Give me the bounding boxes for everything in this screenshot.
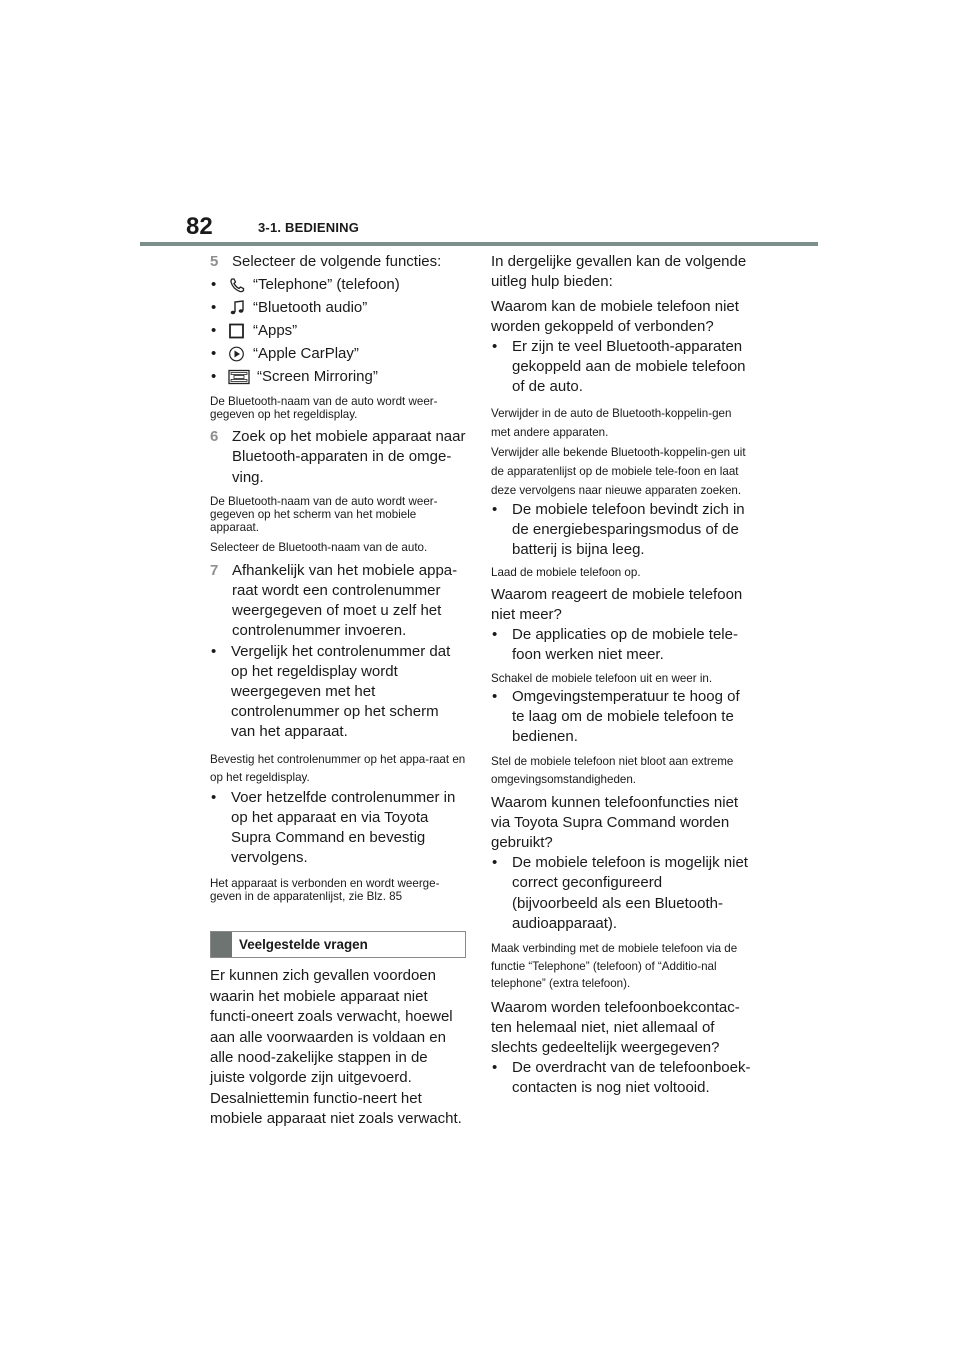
apps-square-icon [228, 323, 246, 339]
answer-note: Stel de mobiele telefoon niet bloot aan extreme omgevingsomstandigheden. [491, 755, 734, 787]
bullet-text: De overdracht van de telefoonboek-contacten is nog niet voltooid. [512, 1058, 751, 1096]
question: Waarom reageert de mobiele telefoon niet meer? [491, 586, 743, 624]
page-number: 82 [186, 213, 213, 240]
function-label: “Apps” [253, 322, 298, 340]
note: Selecteer de Bluetooth-naam van de auto. [210, 540, 428, 554]
faq-intro: Er kunnen zich gevallen voordoen waarin het mobiele apparaat niet functi-oneert zoals verwacht, hoewel aan alle voorwaarden is voldaan en alle nood-zakelijke stappen in de juiste volgorde zijn uitgevoerd. Desalniettemin functio-neert het mobiele apparaat niet zoals verwacht. [210, 967, 462, 1128]
step-text: Zoek op het mobiele apparaat naar Bluetooth-apparaten in de omge-ving. [232, 428, 466, 486]
step-5 [210, 252, 466, 272]
left-column [210, 252, 466, 1130]
function-label: “Telephone” (telefoon) [253, 276, 400, 294]
section-marker [211, 932, 232, 957]
answer-note: Verwijder in de auto de Bluetooth-koppelin-gen met andere apparaten. [491, 406, 732, 439]
bullet-text: Voer hetzelfde controlenummer in op het apparaat en via Toyota Supra Command en bevestig vervolgens. [231, 788, 456, 867]
answer-bullet: • De mobiele telefoon is mogelijk niet correct geconfigureerd (bijvoorbeeld als een Bluetooth-audioapparaat). [491, 853, 751, 934]
bullet-item: • Voer hetzelfde controlenummer in op het apparaat en via Toyota Supra Command en bevestig vervolgens. [210, 788, 466, 869]
step-number: 5 [210, 253, 219, 270]
note: De Bluetooth-naam van de auto wordt weer-gegeven op het scherm van het mobiele apparaat. [210, 494, 438, 534]
screen-mirroring-icon [228, 369, 250, 385]
section-title: 3-1. BEDIENING [258, 220, 360, 235]
answer-bullet: • De overdracht van de telefoonboek-contacten is nog niet voltooid. [491, 1058, 751, 1098]
answer-note: Maak verbinding met de mobiele telefoon via de functie “Telephone” (telefoon) of “Additio-nal telephone” (extra telefoon). [491, 942, 738, 991]
bullet-text: Omgevingstemperatuur te hoog of te laag om de mobiele telefoon te bedienen. [512, 687, 740, 746]
answer-bullet: • Er zijn te veel Bluetooth-apparaten gekoppeld aan de mobiele telefoon of de auto. [491, 337, 751, 398]
function-label: “Bluetooth audio” [253, 299, 368, 317]
note: De Bluetooth-naam van de auto wordt weer-gegeven op het regeldisplay. [210, 395, 438, 422]
header-divider [140, 242, 818, 246]
music-note-icon [228, 300, 246, 316]
function-screen-mirroring: • “Screen Mirroring” [211, 368, 378, 386]
step-6 [210, 427, 466, 488]
right-column [491, 252, 751, 1098]
note: Bevestig het controlenummer op het appa-raat en op het regeldisplay. [210, 752, 466, 784]
faq-title: Veelgestelde vragen [239, 937, 368, 953]
bullet-text: De mobiele telefoon bevindt zich in de energiebesparingsmodus of de batterij is bijna leeg. [512, 500, 745, 559]
bullet-item: • Vergelijk het controlenummer dat op het regeldisplay wordt weergegeven met het controlenummer op het scherm van het apparaat. [210, 642, 466, 743]
function-apple-carplay: • “Apple CarPlay” [211, 345, 359, 363]
bullet-text: Vergelijk het controlenummer dat op het regeldisplay wordt weergegeven met het controlenummer op het scherm van het apparaat. [231, 642, 451, 741]
function-label: “Screen Mirroring” [257, 368, 378, 386]
bullet-text: Er zijn te veel Bluetooth-apparaten gekoppeld aan de mobiele telefoon of de auto. [512, 338, 746, 396]
answer-bullet: • De applicaties op de mobiele tele-foon werken niet meer. [491, 625, 751, 665]
bullet-text: De mobiele telefoon is mogelijk niet correct geconfigureerd (bijvoorbeeld als een Bluetooth-audioapparaat). [512, 854, 748, 932]
step-text: Afhankelijk van het mobiele appa-raat wordt een controlenummer weergegeven of moet u zelf het controlenummer invoeren. [232, 561, 458, 640]
step-number: 7 [210, 561, 219, 579]
faq-intro-continued: In dergelijke gevallen kan de volgende uitleg hulp bieden: [491, 253, 747, 290]
function-label: “Apple CarPlay” [253, 345, 359, 363]
question: Waarom kan de mobiele telefoon niet worden gekoppeld of verbonden? [491, 298, 739, 335]
function-telephone: • “Telephone” (telefoon) [211, 276, 400, 294]
answer-bullet: • Omgevingstemperatuur te hoog of te laag om de mobiele telefoon te bedienen. [491, 687, 751, 748]
function-apps: • “Apps” [211, 322, 298, 340]
step-number: 6 [210, 428, 219, 446]
question: Waarom kunnen telefoonfuncties niet via Toyota Supra Command worden gebruikt? [491, 794, 739, 852]
answer-note: Laad de mobiele telefoon op. [491, 566, 641, 580]
step-text: Selecteer de volgende functies: [232, 253, 442, 270]
answer-note: Schakel de mobiele telefoon uit en weer in. [491, 671, 713, 685]
answer-bullet: • De mobiele telefoon bevindt zich in de energiebesparingsmodus of de batterij is bijna leeg. [491, 500, 751, 561]
note: Het apparaat is verbonden en wordt weerge-geven in de apparatenlijst, zie Blz. 85 [210, 877, 440, 904]
carplay-play-icon [228, 346, 246, 362]
answer-note: Verwijder alle bekende Bluetooth-koppelin-gen uit de apparatenlijst op de mobiele tele-foon en laat deze vervolgens naar nieuwe apparaten zoeken. [491, 445, 746, 497]
step-7 [210, 561, 466, 642]
function-bluetooth-audio: • “Bluetooth audio” [211, 299, 368, 317]
faq-section-header [210, 931, 466, 958]
question: Waarom worden telefoonboekcontac-ten helemaal niet, niet allemaal of slechts gedeeltelijk weergegeven? [491, 998, 740, 1056]
bullet-text: De applicaties op de mobiele tele-foon werken niet meer. [512, 626, 738, 664]
phone-icon [228, 277, 246, 293]
